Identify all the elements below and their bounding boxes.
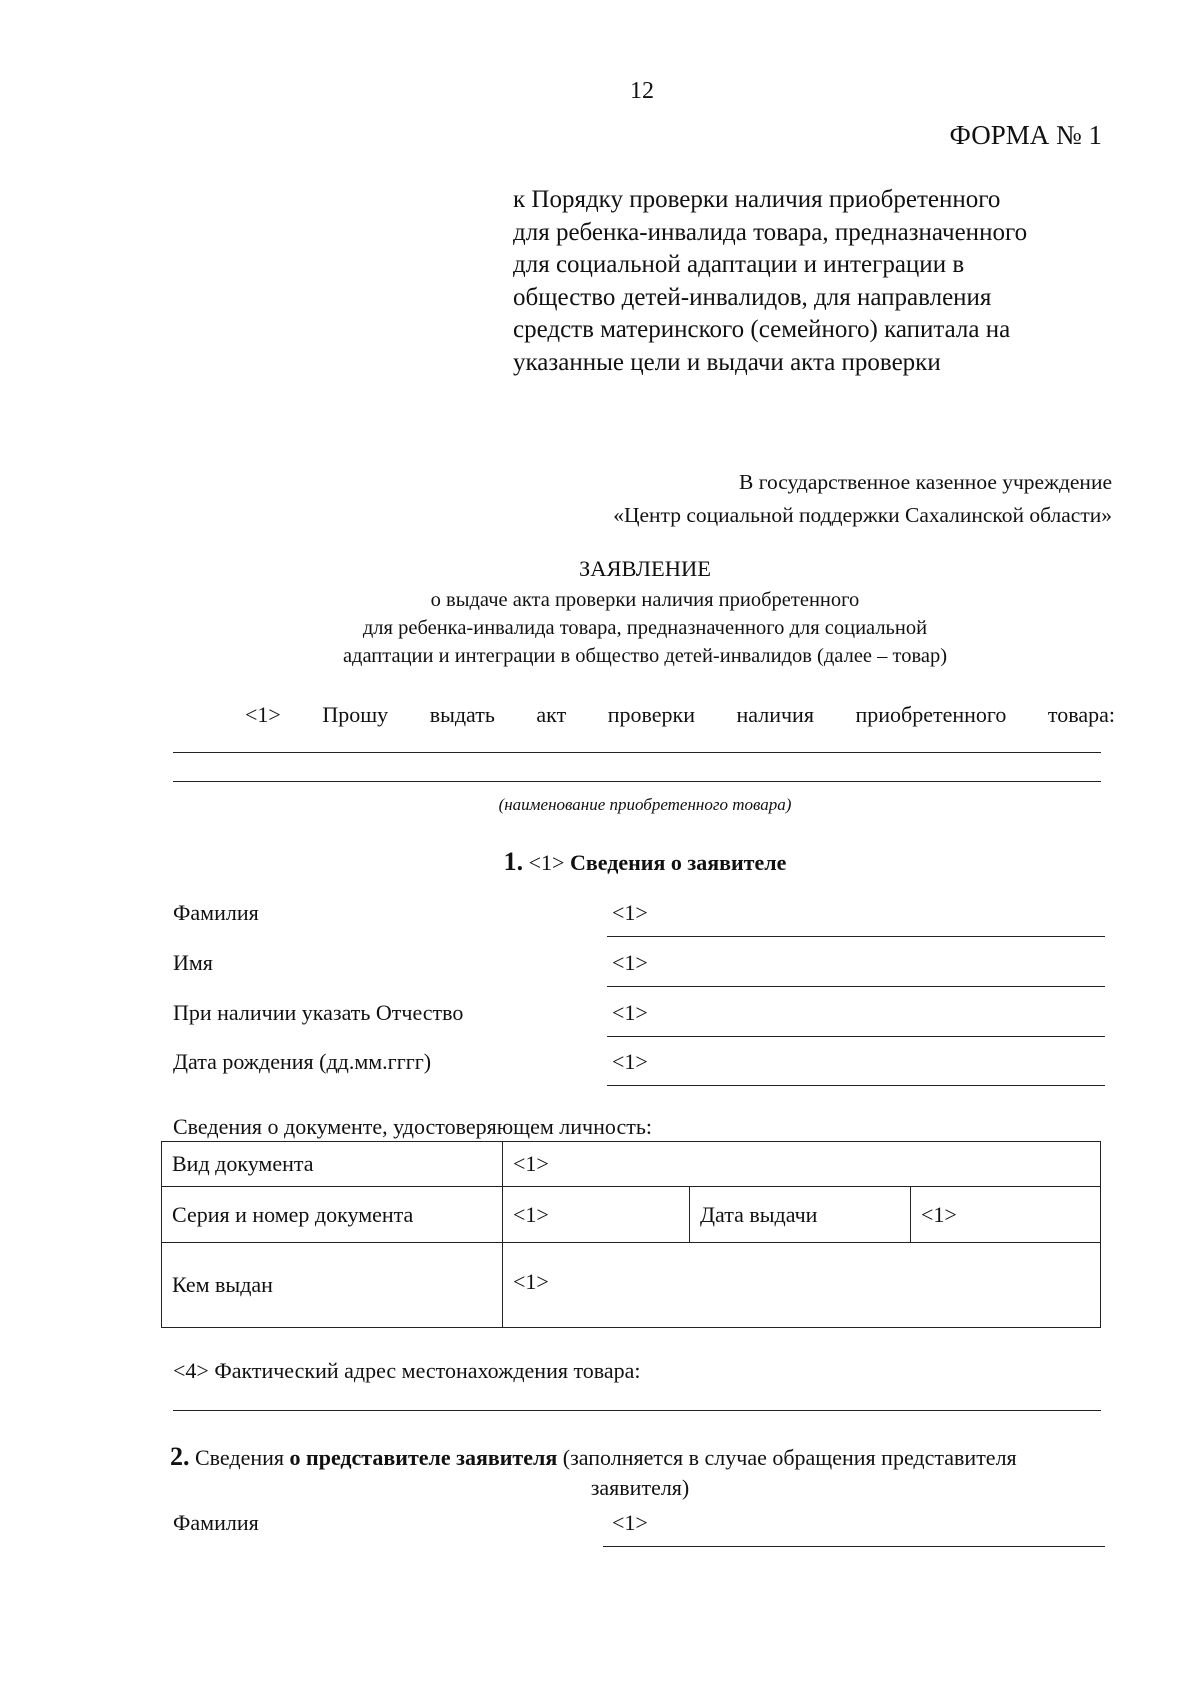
rep-field-label-surname: Фамилия xyxy=(173,1510,259,1535)
annex-line: для социальной адаптации и интеграции в xyxy=(513,251,965,278)
rep-surname-underline xyxy=(603,1546,1105,1547)
annex-line: к Порядку проверки наличия приобретенного xyxy=(513,186,1001,213)
annex-line: указанные цели и выдачи акта проверки xyxy=(513,348,941,376)
request-word: Прошу xyxy=(322,702,389,727)
request-word: наличия xyxy=(736,702,814,727)
goods-address-label: <4> Фактический адрес местонахождения товара: xyxy=(173,1358,641,1383)
doc-type-label: Вид документа xyxy=(162,1142,503,1187)
request-marker: <1> xyxy=(245,702,281,727)
subtitle-line: для ребенка-инвалида товара, предназначенного для социальной xyxy=(362,617,928,639)
goods-address-line[interactable] xyxy=(173,1410,1101,1411)
page-number: 12 xyxy=(630,78,654,104)
section-marker: <1> xyxy=(528,850,565,875)
document-title: ЗАЯВЛЕНИЕ xyxy=(579,556,711,581)
request-word: акт xyxy=(536,702,567,727)
subtitle-line: о выдаче акта проверки наличия приобретенного xyxy=(430,589,860,611)
annex-line: для ребенка-инвалида товара, предназначенного xyxy=(513,218,1028,246)
annex-line: общество детей-инвалидов, для направления xyxy=(513,283,992,311)
addressee-line: В государственное казенное учреждение xyxy=(738,470,1112,494)
section-number: 2. xyxy=(170,1442,190,1471)
patronymic-underline xyxy=(607,1036,1105,1037)
doc-type-value[interactable]: <1> xyxy=(503,1142,1101,1187)
field-label-name: Имя xyxy=(173,950,213,975)
section-number: 1. xyxy=(503,847,524,876)
subtitle-line: адаптации и интеграции в общество детей-инвалидов (далее – товар) xyxy=(342,645,948,667)
section-1-title xyxy=(0,847,1200,877)
issued-by-value[interactable]: <1> xyxy=(503,1243,1101,1328)
request-word: товара: xyxy=(1047,702,1115,727)
issued-by-label: Кем выдан xyxy=(162,1243,503,1328)
section-2-title xyxy=(170,1442,1110,1503)
form-number: ФОРМА № 1 xyxy=(949,120,1102,150)
surname-underline xyxy=(607,936,1105,937)
birthdate-underline xyxy=(607,1085,1105,1086)
issue-date-value[interactable]: <1> xyxy=(911,1187,1101,1243)
addressee xyxy=(613,466,1112,532)
id-document-table xyxy=(161,1141,1101,1328)
section-note: (заполняется в случае обращения представителя xyxy=(562,1445,1017,1470)
field-value-patronymic[interactable]: <1> xyxy=(612,1000,648,1025)
section-note-end: заявителя) xyxy=(590,1475,690,1500)
annex-reference xyxy=(513,184,1103,379)
field-label-patronymic: При наличии указать Отчество xyxy=(173,1000,464,1025)
request-word: приобретенного xyxy=(855,702,1007,727)
section-heading: о представителе заявителя xyxy=(289,1445,558,1470)
id-document-label: Сведения о документе, удостоверяющем личность: xyxy=(173,1114,652,1139)
document-subtitle xyxy=(0,586,1200,670)
field-label-birthdate: Дата рождения (дд.мм.гггг) xyxy=(173,1049,432,1074)
field-value-birthdate[interactable]: <1> xyxy=(612,1049,648,1074)
field-label-surname: Фамилия xyxy=(173,900,259,925)
addressee-line: «Центр социальной поддержки Сахалинской области» xyxy=(613,503,1112,527)
request-word: проверки xyxy=(607,702,695,727)
goods-name-line-1[interactable] xyxy=(173,752,1101,753)
rep-field-value-surname[interactable]: <1> xyxy=(612,1510,648,1535)
series-label: Серия и номер документа xyxy=(162,1187,503,1243)
goods-name-line-2[interactable] xyxy=(173,781,1101,782)
section-heading-pre: Сведения xyxy=(195,1445,285,1470)
request-word: выдать xyxy=(429,702,495,727)
request-sentence xyxy=(245,702,1115,728)
annex-line: средств материнского (семейного) капитала на xyxy=(513,316,1011,343)
field-value-surname[interactable]: <1> xyxy=(612,900,648,925)
name-underline xyxy=(607,986,1105,987)
section-heading: Сведения о заявителе xyxy=(569,850,787,875)
issue-date-label: Дата выдачи xyxy=(690,1187,911,1243)
field-value-name[interactable]: <1> xyxy=(612,950,648,975)
series-value[interactable]: <1> xyxy=(503,1187,690,1243)
goods-name-caption: (наименование приобретенного товара) xyxy=(498,795,792,814)
